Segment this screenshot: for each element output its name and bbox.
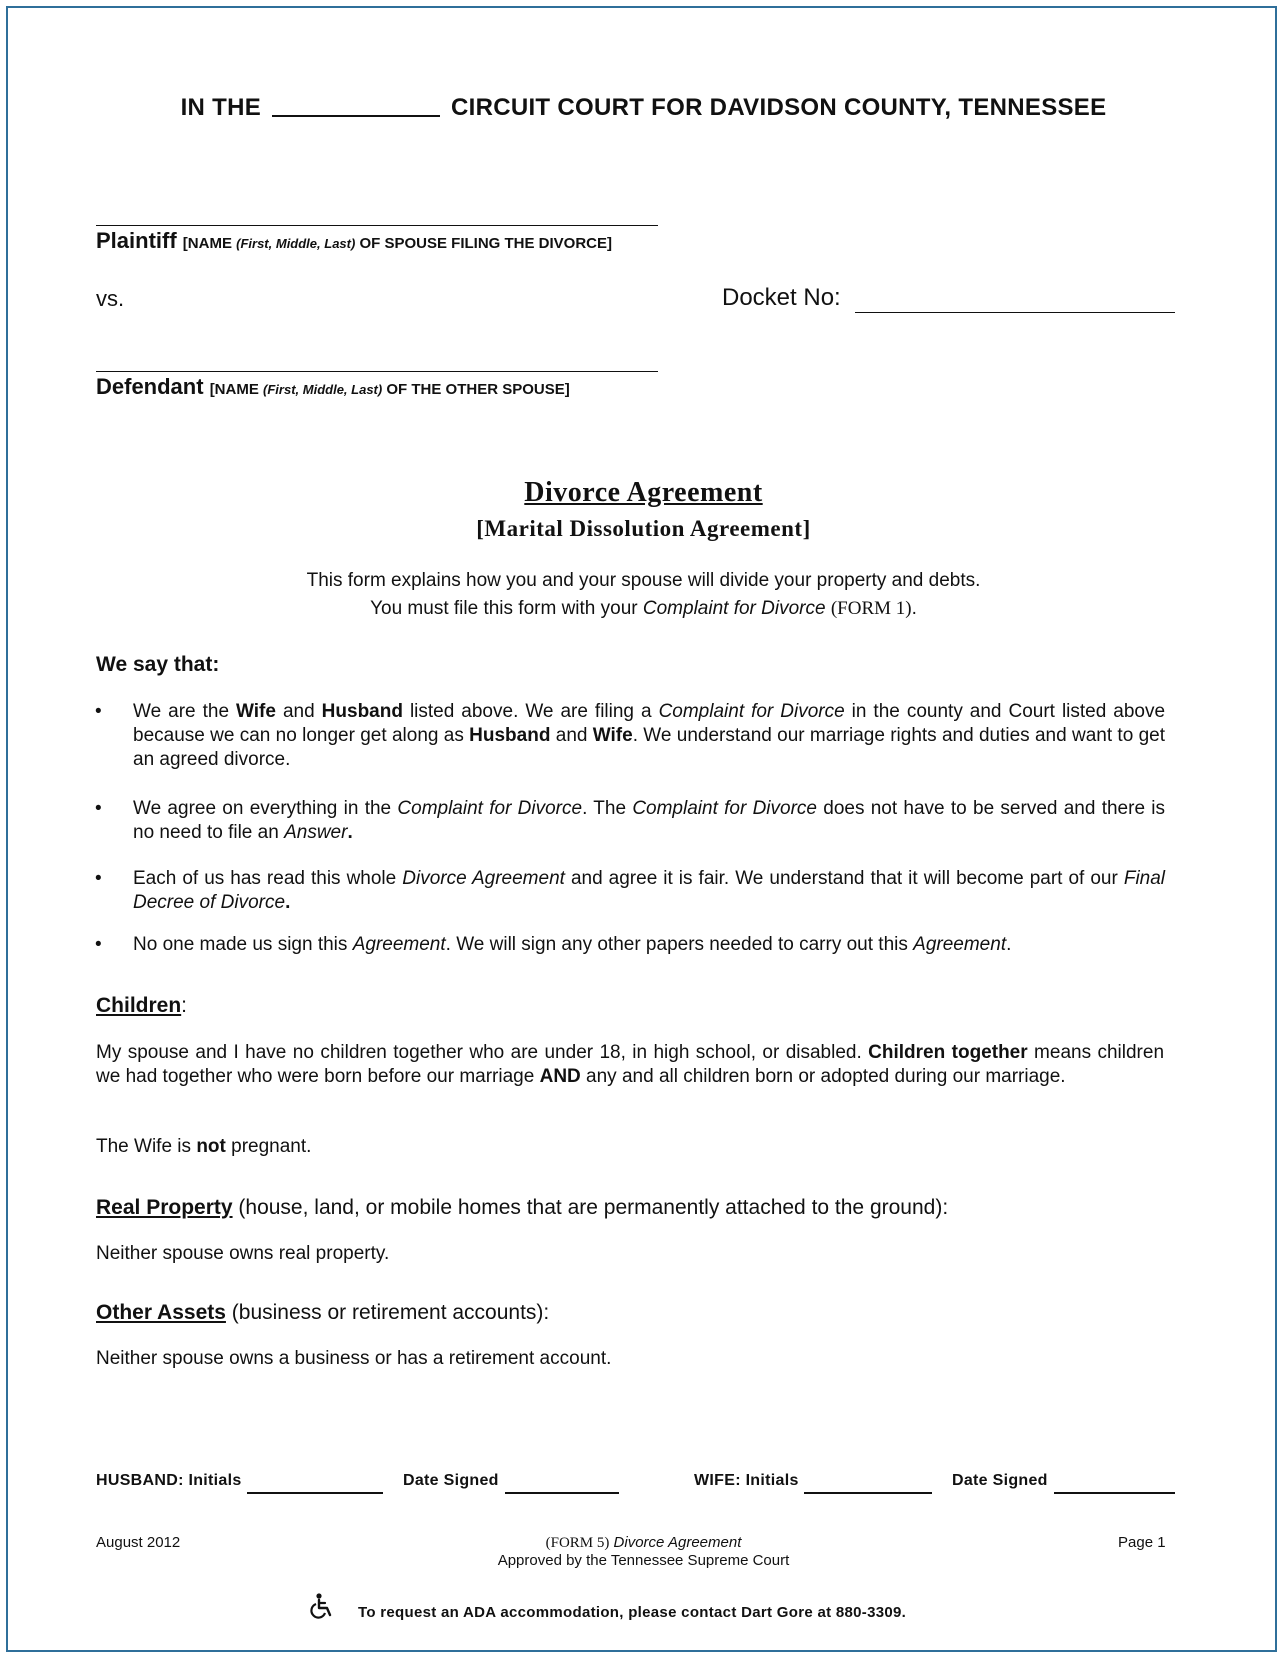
footer-date: August 2012 [96, 1534, 181, 1551]
husband-initials-field[interactable] [247, 1478, 383, 1494]
list-item: • Each of us has read this whole Divorce Agreement and agree it is fair. We understand that it will become part of our Final Decree of Divorce. [95, 868, 1166, 913]
wheelchair-icon [308, 1592, 336, 1620]
court-name: CIRCUIT COURT FOR DAVIDSON COUNTY, TENNESSEE [450, 94, 1107, 121]
intro-text: You must file this form with your [370, 598, 638, 619]
intro-line-1: This form explains how you and your spouse will divide your property and debts. [306, 570, 981, 591]
defendant-name-line[interactable] [96, 371, 658, 372]
ada-notice: To request an ADA accommodation, please contact Dart Gore at 880-3309. [358, 1604, 907, 1621]
other-assets-heading: Other Assets (business or retirement accounts): [96, 1301, 550, 1324]
intro-line-2 [0, 595, 1287, 623]
defendant-note-italic: (First, Middle, Last) [263, 382, 383, 397]
other-assets-text: Neither spouse owns a business or has a retirement account. [96, 1348, 612, 1369]
docket-number-line[interactable] [855, 312, 1175, 313]
docket-label: Docket No: [722, 284, 841, 311]
wife-initials-field[interactable] [804, 1478, 932, 1494]
intro-form-ref: (FORM 1) [830, 598, 912, 619]
intro-complaint: Complaint for Divorce [642, 598, 826, 619]
defendant-label-row [96, 374, 570, 400]
court-prefix: IN THE [180, 94, 262, 121]
wife-date-label: Date Signed [952, 1472, 1048, 1489]
plaintiff-label-row [96, 228, 612, 254]
plaintiff-label: Plaintiff [96, 228, 177, 253]
intro-period: . [911, 598, 917, 619]
list-item: • We are the Wife and Husband listed above. We are filing a Complaint for Divorce in the county and Court listed above because we can no longer get along as Husband and Wife. We understand our marriage rights and duties and want to get an agreed divorce. [95, 701, 1166, 770]
bullet-icon: • [95, 868, 102, 889]
children-heading: Children: [96, 994, 188, 1017]
we-say-heading: We say that: [96, 653, 220, 676]
bullet-icon: • [95, 798, 102, 819]
wife-initials-label: WIFE: Initials [694, 1472, 799, 1489]
footer-form: (FORM 5) Divorce Agreement [545, 1534, 742, 1551]
bullet-icon: • [95, 701, 102, 722]
plaintiff-name-line[interactable] [96, 225, 658, 226]
wife-date-field[interactable] [1054, 1478, 1175, 1494]
list-item: • No one made us sign this Agreement. We will sign any other papers needed to carry out this Agreement. [95, 934, 1012, 955]
plaintiff-note-close: OF SPOUSE FILING THE DIVORCE] [359, 235, 613, 252]
children-paragraph: My spouse and I have no children together who are under 18, in high school, or disabled. Children together means children we had together who were born before our marriage AND any and all children born or adopted during our marriage. [96, 1042, 1165, 1087]
versus-label: vs. [96, 286, 125, 311]
husband-date-label: Date Signed [403, 1472, 499, 1489]
court-header [0, 94, 1287, 122]
defendant-note-close: OF THE OTHER SPOUSE] [386, 381, 570, 398]
defendant-label: Defendant [96, 374, 204, 399]
real-property-text: Neither spouse owns real property. [96, 1243, 390, 1264]
real-property-heading: Real Property (house, land, or mobile homes that are permanently attached to the ground): [96, 1196, 949, 1219]
bullet-icon: • [95, 934, 102, 955]
footer-approved: Approved by the Tennessee Supreme Court [497, 1552, 790, 1569]
husband-date-field[interactable] [505, 1478, 619, 1494]
list-item: • We agree on everything in the Complaint for Divorce. The Complaint for Divorce does not have to be served and there is no need to file an Answer. [95, 798, 1166, 843]
pregnancy-statement: The Wife is not pregnant. [96, 1136, 312, 1157]
plaintiff-note-open: [NAME [182, 235, 232, 252]
husband-initials-label: HUSBAND: Initials [96, 1472, 242, 1489]
document-title: Divorce Agreement [524, 477, 763, 508]
court-name-blank[interactable] [272, 95, 440, 117]
document-subtitle: [Marital Dissolution Agreement] [476, 516, 811, 541]
defendant-note-open: [NAME [209, 381, 259, 398]
footer-page: Page 1 [1118, 1534, 1166, 1551]
plaintiff-note-italic: (First, Middle, Last) [236, 236, 356, 251]
